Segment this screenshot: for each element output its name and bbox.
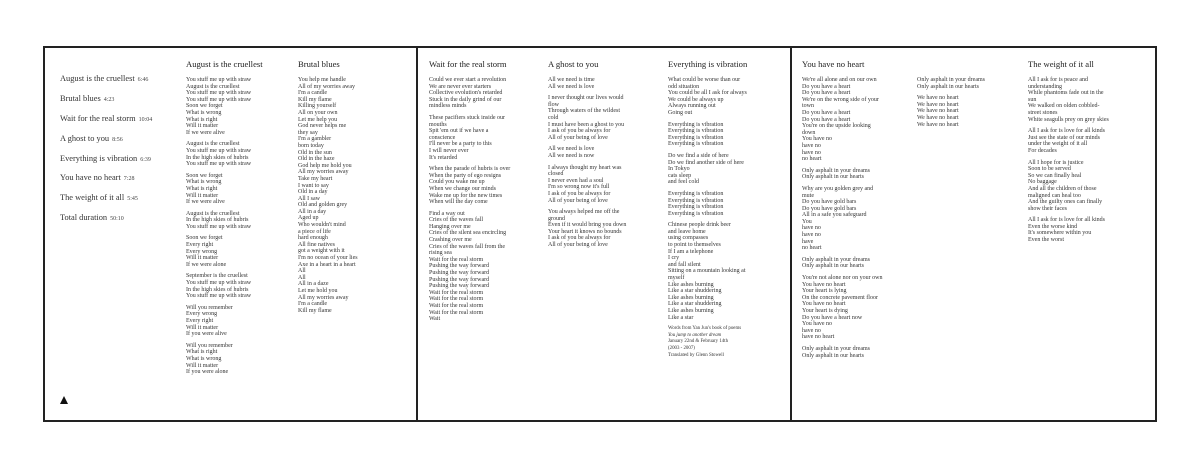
lyric-line: Do you have a heart [802, 109, 851, 116]
song-title: Everything is vibration [668, 59, 748, 69]
lyric-line: And the guilty ones can finally [1028, 199, 1103, 206]
lyric-line: We have no heart [917, 101, 959, 108]
lyric-line: August is the cruellest [186, 83, 240, 90]
lyric-line: have no [802, 142, 821, 149]
lyric-line: odd situation [668, 83, 700, 90]
lyric-line: Pushing the way forward [429, 276, 490, 283]
lyric-line: All I saw [298, 195, 320, 202]
lyric-line: Even if it would bring you down [548, 222, 627, 229]
lyric-line: Do we find a side of here [668, 152, 729, 159]
lyric-line: Always running out [668, 103, 716, 110]
credits [668, 326, 783, 359]
lyric-line: All in a safe you safeguard [802, 212, 867, 219]
lyric-line: Just see the state of our minds [1028, 134, 1100, 141]
lyric-line: We have no heart [917, 114, 959, 121]
song-you-have-no-heart [802, 59, 917, 359]
lyric-line: Take my heart [298, 175, 333, 182]
lyric-line: Everything is vibration [668, 210, 724, 217]
lyric-line: We're on the wrong side of your [802, 96, 879, 103]
lyric-line: Everything is vibration [668, 141, 724, 148]
lyric-line: Cries of the waves fall [429, 217, 483, 224]
credits-line: Translated by Glenn Stowell [668, 352, 724, 358]
tracklist-item: You have no heart 7:28 [60, 173, 135, 183]
lyric-line: While phantoms fade out in the [1028, 90, 1104, 97]
panel-divider-2 [790, 48, 792, 420]
lyric-line: All I ask for is peace and [1028, 77, 1088, 83]
lyric-line: On the concrete pavement floor [802, 294, 878, 301]
lyric-line: conscience [429, 134, 456, 141]
tracklist-item: The weight of it all 5:45 [60, 193, 138, 203]
lyric-line: Hanging over me [429, 223, 471, 230]
lyric-line: Old in the sun [298, 149, 332, 156]
lyric-line: Kill my flame [298, 307, 332, 314]
lyric-line: What is wrong [186, 109, 222, 116]
lyric-line: When the parade of hubris is over [429, 166, 511, 173]
lyric-line: street stones [1028, 109, 1058, 116]
lyric-line: You stuff me up with straw [186, 96, 252, 103]
lyric-line: mouths [429, 121, 447, 128]
lyric-line: Your heart is lying [802, 288, 847, 295]
lyric-line: Wake me up for the new times [429, 192, 503, 199]
lyric-line: White seagulls prey on grey skies [1028, 116, 1109, 123]
lyric-line: When will the day come [429, 199, 488, 206]
lyric-line: have [802, 238, 814, 245]
lyric-line: under the weight of it all [1028, 141, 1088, 148]
lyric-line: You have no [802, 136, 833, 143]
lyric-line: I will never ever [429, 147, 469, 154]
lyric-line: Will it matter [186, 255, 219, 262]
lyric-line: Wait for the real storm [429, 289, 484, 296]
lyric-line: September is the cruellest [186, 273, 248, 280]
lyric-line: have no [802, 327, 821, 334]
lyric-line: In Tokyo [668, 166, 690, 173]
lyric-line: Wait for the real storm [429, 309, 484, 316]
lyric-line: Only asphalt in your dreams [802, 345, 870, 352]
lyric-line: got a weight with it [298, 248, 345, 255]
lyric-line: Even the worst [1028, 237, 1064, 244]
lyric-line: Even the worse kind [1028, 223, 1078, 230]
lyrics-booklet [43, 46, 1157, 422]
lyric-line: Will it matter [186, 123, 219, 130]
lyric-line: Do we find another side of here [668, 159, 744, 166]
lyric-line: Will you remember [186, 342, 233, 349]
lyric-line: and fall silent [668, 261, 701, 268]
lyrics-lines [1028, 77, 1153, 244]
lyric-line: All [298, 268, 306, 275]
lyric-line: Only asphalt in our hearts [802, 174, 864, 181]
lyric-line: Soon we forget [186, 172, 223, 179]
lyric-line: Everything is vibration [668, 204, 724, 211]
lyric-line: Do you have gold bars [802, 205, 857, 212]
tracklist-total: Total duration 50:10 [60, 213, 124, 223]
song-title: The weight of it all [1028, 59, 1094, 69]
lyric-line: What could be worse than our [668, 77, 741, 83]
lyric-line: Everything is vibration [668, 134, 724, 141]
song-everything-is-vibration [668, 59, 783, 359]
lyric-line: In the high skies of hubris [186, 154, 249, 161]
lyric-line: I'm so wrong now it's full [548, 184, 610, 191]
lyric-line: cats sleep [668, 172, 692, 179]
lyric-line: Like a star shuddering [668, 288, 722, 295]
lyric-line: All of your being of love [548, 242, 608, 249]
lyric-line: closed [548, 171, 564, 178]
lyric-line: All in a day [298, 208, 327, 215]
lyric-line: Find a way out [429, 210, 465, 217]
lyric-line: Pushing the way forward [429, 283, 490, 290]
lyric-line: Could you wake me up [429, 179, 485, 186]
lyric-line: I never thought our lives would [548, 95, 624, 102]
lyrics-lines [548, 77, 663, 249]
lyric-line: I ask of you be always for [548, 235, 611, 242]
lyric-line: Like a star [668, 314, 694, 321]
lyric-line: Do you have a heart [802, 116, 851, 123]
lyric-line: have no [802, 232, 821, 239]
lyric-line: All my worries away [298, 169, 349, 176]
lyric-line: August is the cruellest [186, 141, 240, 148]
song-august-is-the-cruellest [186, 59, 296, 376]
lyric-line: rising sea [429, 250, 452, 257]
lyric-line: We walked on olden cobbled- [1028, 103, 1100, 110]
lyric-line: You always helped me off the [548, 209, 620, 216]
lyric-line: a piece of life [298, 228, 331, 235]
lyric-line: have no heart [802, 334, 835, 341]
lyric-line: Wait for the real storm [429, 256, 484, 263]
lyric-line: So we can finally heal [1028, 172, 1082, 179]
lyric-line: Chinese people drink beer [668, 222, 731, 229]
credits-line: (2003 - 2007) [668, 345, 695, 351]
lyric-line: Every right [186, 318, 214, 324]
song-title: Brutal blues [298, 59, 340, 69]
song-wait-for-the-real-storm [429, 59, 544, 323]
song-title: You have no heart [802, 59, 865, 69]
lyric-line: I ask of you be always for [548, 128, 611, 135]
lyric-line: Like ashes burning [668, 308, 714, 314]
lyric-line: What is wrong [186, 355, 222, 362]
lyric-line: understanding [1028, 83, 1062, 90]
lyric-line: Soon to be served [1028, 166, 1071, 173]
lyric-line: You stuff me up with straw [186, 280, 252, 287]
lyric-line: You have no heart [802, 301, 846, 308]
lyric-line: show their faces [1028, 205, 1067, 212]
lyric-line: Wait for the real storm [429, 303, 484, 309]
lyric-line: hard enough [298, 235, 328, 242]
lyric-line: down [802, 129, 816, 136]
lyric-line: When we change our minds [429, 185, 496, 192]
lyric-line: You could be all I ask for always [668, 90, 747, 97]
lyric-line: Let me help you [298, 116, 338, 123]
lyric-line: sun [1028, 96, 1037, 103]
lyric-line: Every wrong [186, 248, 218, 255]
lyric-line: You [802, 218, 812, 225]
tracklist-item: August is the cruellest 6:46 [60, 74, 149, 83]
lyric-line: Sitting on a mountain looking at [668, 268, 746, 275]
lyric-line: maligned can heal too [1028, 192, 1081, 199]
lyric-line: All [298, 274, 306, 281]
lyric-line: God never helps me [298, 123, 347, 130]
lyric-line: I'm a gambler [298, 136, 332, 143]
lyric-line: no heart [802, 245, 822, 252]
lyric-line: You stuff me up with straw [186, 293, 252, 300]
lyric-line: born today [298, 142, 324, 149]
lyric-line: I always thought my heart was [548, 164, 622, 171]
lyric-line: Everything is vibration [668, 197, 724, 204]
lyric-line: Pushing the way forward [429, 270, 490, 277]
lyric-line: All of my worries away [298, 83, 355, 90]
lyric-line: Killing yourself [298, 103, 337, 110]
lyric-line: to point to themselves [668, 242, 721, 249]
lyric-line: and feel cold [668, 179, 699, 186]
lyric-line: mindless minds [429, 103, 467, 110]
lyric-line: Everything is vibration [668, 190, 724, 197]
lyric-line: Only asphalt in your dreams [802, 167, 870, 174]
lyric-line: What is wrong [186, 179, 222, 186]
lyric-line: All I ask for is love for all kinds [1028, 217, 1105, 224]
lyric-line: We have no heart [917, 108, 959, 115]
lyric-line: All of your being of love [548, 134, 608, 141]
lyric-line: Soon we forget [186, 103, 223, 110]
lyric-line: I cry [668, 255, 680, 262]
lyric-line: We have no heart [917, 121, 959, 128]
lyric-line: God help me hold you [298, 162, 352, 169]
lyric-line: Soon we forget [186, 235, 223, 242]
lyric-line: In the high skies of hubris [186, 286, 249, 293]
lyric-line: Could we ever start a revolution [429, 77, 507, 83]
lyric-line: We're all alone and on our own [802, 77, 877, 83]
lyric-line: All we need is love [548, 83, 595, 90]
lyric-line: No baggage [1028, 179, 1057, 186]
lyric-line: Do you have a heart [802, 83, 851, 90]
lyric-line: Like ashes burning [668, 294, 714, 301]
lyric-line: It's somewhere within you [1028, 230, 1092, 237]
tracklist-item: Wait for the real storm 10:04 [60, 113, 153, 123]
lyrics-lines [186, 77, 296, 376]
lyric-line: Only asphalt in your dreams [802, 256, 870, 263]
triangle-icon [60, 396, 68, 404]
lyric-line: All my worries away [298, 294, 349, 301]
lyric-line: All we need is time [548, 77, 595, 83]
lyric-line: All fine natives [298, 241, 335, 248]
lyric-line: Like a star shuddering [668, 301, 722, 308]
lyric-line: Everything is vibration [668, 121, 724, 128]
lyric-line: All I ask for is love for all kinds [1028, 128, 1105, 135]
tracklist-item: A ghost to you 8:56 [60, 133, 123, 143]
lyric-line: Old in the haze [298, 156, 335, 163]
lyric-line: ground [548, 215, 565, 222]
lyric-line: Will it matter [186, 362, 219, 369]
lyric-line: no heart [802, 156, 822, 163]
lyric-line: Through waters of the wildest [548, 108, 620, 115]
tracklist [60, 74, 180, 233]
lyrics-lines [802, 77, 917, 359]
lyric-line: All we need is love [548, 146, 595, 153]
lyric-line: Do you have a heart now [802, 314, 863, 321]
lyric-line: You have no [802, 321, 833, 328]
lyrics-lines [298, 77, 408, 314]
panel-divider-1 [416, 48, 418, 420]
lyric-line: flow [548, 101, 559, 108]
lyric-line: Will you remember [186, 304, 233, 311]
lyric-line: I'm a candle [298, 90, 328, 97]
lyric-line: Axe in a heart in a heart [298, 261, 356, 268]
lyrics-lines [668, 77, 783, 321]
lyric-line: I want to say [298, 182, 329, 189]
lyric-line: town [802, 103, 814, 110]
song-title: August is the cruellest [186, 59, 263, 69]
credits-line: Words from Yan Jun's book of poems [668, 326, 742, 332]
lyric-line: We are never ever starters [429, 83, 492, 90]
lyric-line: Everything is vibration [668, 128, 724, 135]
lyric-line: We could be always up [668, 96, 724, 103]
lyric-line: Stuck in the daily grind of our [429, 96, 502, 103]
lyric-line: Old in a day [298, 189, 328, 196]
tracklist-item: Brutal blues 4:23 [60, 93, 115, 103]
lyric-line: Every wrong [186, 311, 218, 318]
lyric-line: What is right [186, 185, 218, 192]
song-the-weight-of-it-all [1028, 59, 1153, 244]
lyrics-lines [917, 77, 1027, 128]
song-a-ghost-to-you [548, 59, 663, 249]
lyric-line: In the high skies of hubris [186, 217, 249, 224]
lyric-line: using compasses [668, 235, 709, 242]
lyric-line: All I hope for is justice [1028, 159, 1084, 166]
lyric-line: August is the cruellest [186, 210, 240, 217]
lyric-line: You help me handle [298, 77, 346, 83]
lyric-line: All in a daze [298, 281, 329, 288]
lyric-line: Why are you golden grey and [802, 185, 874, 192]
lyric-line: Only asphalt in our hearts [917, 83, 979, 90]
lyric-line: Every right [186, 242, 214, 249]
lyric-line: You stuff me up with straw [186, 223, 252, 230]
lyric-line: You stuff me up with straw [186, 90, 252, 97]
lyric-line: If you were alone [186, 369, 229, 376]
lyric-line: Only asphalt in our hearts [802, 352, 864, 359]
lyric-line: Cries of the silent sea encircling [429, 230, 507, 237]
lyric-line: Wait for the real storm [429, 296, 484, 303]
lyric-line: have no [802, 225, 821, 232]
lyric-line: they say [298, 129, 318, 136]
lyric-line: I'll never be a party to this [429, 141, 492, 148]
lyric-line: You stuff me up with straw [186, 161, 252, 168]
lyric-line: Wait [429, 316, 441, 323]
lyric-line: You have no heart [802, 281, 846, 288]
lyric-line: You stuff me up with straw [186, 77, 252, 83]
credits-line: January 22nd & February 14th [668, 339, 729, 345]
lyric-line: What is right [186, 116, 218, 123]
lyric-line: I must have been a ghost to you [548, 121, 625, 128]
lyrics-lines [429, 77, 544, 323]
lyric-line: All we need is now [548, 152, 595, 159]
lyric-line: If we were alive [186, 199, 225, 206]
lyric-line: Only asphalt in your dreams [917, 77, 985, 83]
lyric-line: You stuff me up with straw [186, 147, 252, 154]
lyric-line: All on your own [298, 109, 338, 116]
lyric-line: It's retarded [429, 154, 458, 161]
lyric-line: Old and golden grey [298, 202, 348, 209]
lyric-line: Your heart is dying [802, 308, 848, 314]
lyric-line: mute [802, 192, 814, 199]
lyric-line: have no [802, 149, 821, 156]
lyric-line: Do you have a heart [802, 90, 851, 97]
song-title: Wait for the real storm [429, 59, 507, 69]
lyric-line: Spit 'em out if we have a [429, 128, 489, 135]
lyric-line: Like ashes burning [668, 281, 714, 288]
lyric-line: If we were alone [186, 261, 227, 268]
lyric-line: I never even had a soul [548, 177, 604, 184]
lyric-line: Going out [668, 109, 693, 116]
lyric-line: What is right [186, 349, 218, 356]
lyric-line: We have no heart [917, 95, 959, 102]
lyric-line: Cries of the waves fall from the [429, 243, 505, 250]
song-title: A ghost to you [548, 59, 599, 69]
lyric-line: I'm no ocean of your lies [298, 255, 358, 262]
lyric-line: Will it matter [186, 192, 219, 199]
lyric-line: Only asphalt in our hearts [802, 263, 864, 270]
lyric-line: And all the children of those [1028, 185, 1097, 192]
lyric-line: I'm a candle [298, 301, 328, 308]
lyric-line: and leave home [668, 228, 706, 235]
lyric-line: Let me hold you [298, 288, 338, 294]
lyric-line: You're on the upside looking [802, 123, 871, 130]
book-title: You jump to another dream [668, 332, 722, 338]
lyric-line: Your heart it knows no bounds [548, 228, 622, 235]
lyric-line: These pacifiers stuck inside our [429, 114, 505, 121]
song-you-have-no-heart-continued [917, 77, 1027, 128]
lyric-line: Crashing over me [429, 237, 472, 244]
lyric-line: Will it matter [186, 324, 219, 331]
lyric-line: Aged up [298, 215, 319, 222]
lyric-line: When the party of ego resigns [429, 172, 502, 179]
lyric-line: Collective evolution's retarded [429, 90, 503, 97]
lyric-line: cold [548, 114, 559, 121]
lyric-line: I ask of you be always for [548, 190, 611, 197]
lyric-line: If we were alive [186, 129, 225, 136]
lyric-line: If I am a telephone [668, 248, 714, 255]
lyric-line: All of your being of love [548, 197, 608, 204]
lyric-line: Pushing the way forward [429, 263, 490, 270]
lyric-line: Kill my flame [298, 96, 332, 103]
lyric-line: Do you have gold bars [802, 199, 857, 206]
song-brutal-blues [298, 59, 408, 314]
lyric-line: Who wouldn't mind [298, 222, 346, 229]
lyric-line: myself [668, 275, 685, 282]
lyric-line: If you were alive [186, 331, 227, 338]
lyric-line: For decades [1028, 147, 1057, 154]
lyric-line: You're not alone nor on your own [802, 275, 883, 282]
tracklist-item: Everything is vibration 6:39 [60, 153, 151, 163]
